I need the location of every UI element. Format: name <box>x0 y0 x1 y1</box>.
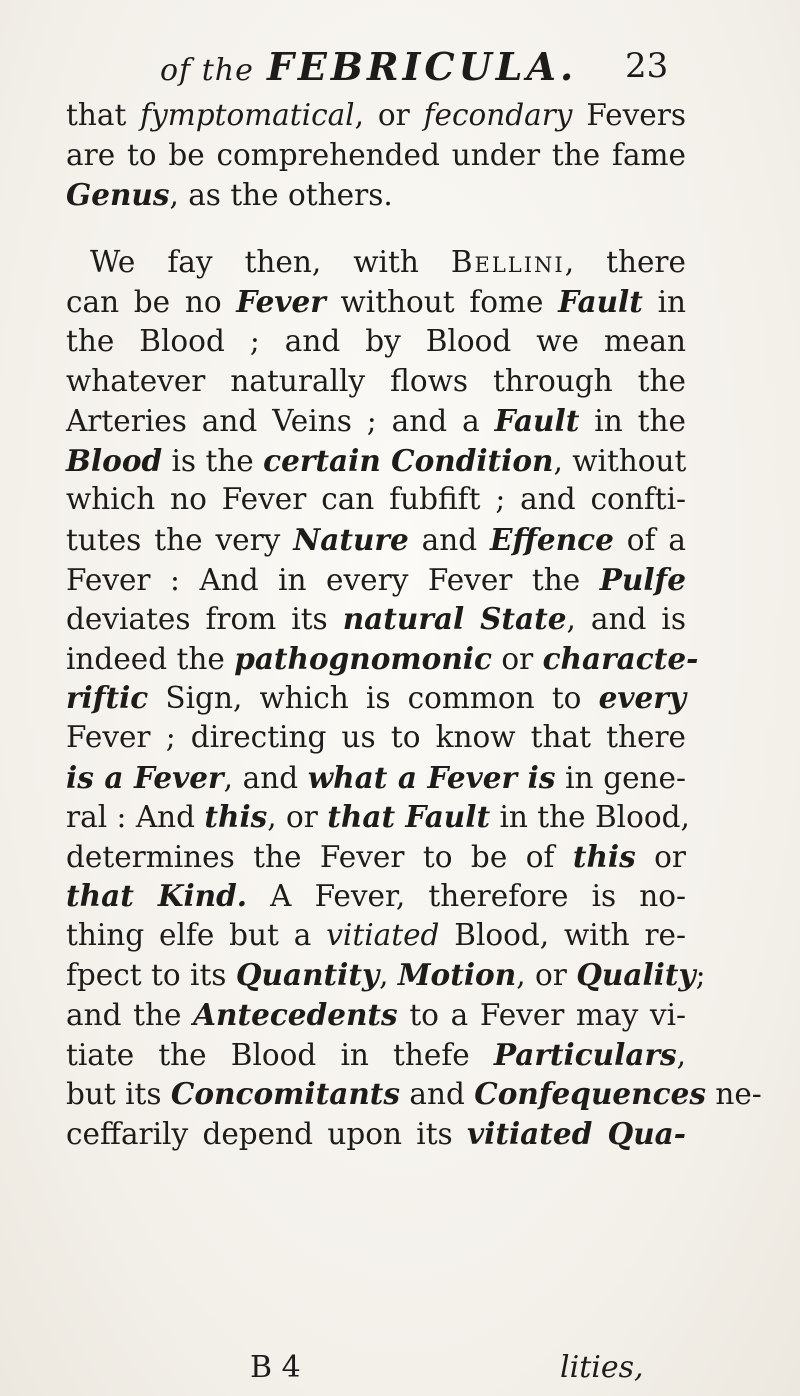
text-line <box>66 136 686 176</box>
text-run: in the <box>579 404 686 439</box>
text-run: the Blood ; and by Blood we mean <box>66 323 686 358</box>
text-run: , there <box>564 244 686 279</box>
text-run-italic: Fault <box>558 284 643 320</box>
page-number: 23 <box>625 46 669 86</box>
text-run: can be no <box>66 285 237 320</box>
text-run-italic: Antecedents <box>193 997 398 1033</box>
body-text <box>66 96 762 1153</box>
text-run: A Fever, therefore is no- <box>247 879 687 914</box>
text-line <box>66 955 706 995</box>
text-line <box>66 639 699 679</box>
text-run-italic: Effence <box>490 521 614 557</box>
text-run: tutes the very <box>66 522 294 557</box>
text-run: that <box>66 98 141 132</box>
text-run-italic: Fever <box>236 284 326 320</box>
text-run-italic: is a Fever <box>66 759 224 795</box>
text-run-italic: that Fault <box>327 799 491 835</box>
text-run-italic: Nature <box>293 521 409 557</box>
text-run-italic: this <box>204 799 268 835</box>
text-run-italic: that Kind. <box>66 878 248 914</box>
text-run-italic: fecondary <box>423 98 573 132</box>
text-run-italic: Particulars <box>493 1036 677 1072</box>
text-line <box>66 599 686 639</box>
running-head-prefix: of the <box>160 53 254 88</box>
text-run-italic: every <box>598 680 686 716</box>
text-run: in <box>642 285 687 320</box>
text-run: fpect to its <box>66 958 236 993</box>
text-run: Fever : And in every Fever the <box>66 562 600 597</box>
text-run: , or <box>354 98 424 132</box>
text-run: , or <box>267 800 328 835</box>
text-run: , and <box>223 760 308 795</box>
text-run: are to be comprehended under the fame <box>66 137 686 172</box>
text-line <box>66 520 686 560</box>
text-run: Blood, with re- <box>439 917 686 952</box>
text-line <box>66 797 690 837</box>
text-run: in gene- <box>555 760 686 795</box>
text-run-italic: Concomitants <box>170 1076 401 1112</box>
text-run: ceffarily depend upon its <box>66 1116 467 1151</box>
text-run-italic: Pulfe <box>599 561 686 597</box>
text-run: deviates from its <box>66 602 343 637</box>
text-line <box>66 401 686 441</box>
text-line <box>66 362 686 402</box>
text-run: determines the Fever to be of <box>66 839 573 874</box>
text-run: ral : And <box>66 800 205 835</box>
text-line <box>66 1035 686 1075</box>
signature-mark: B 4 <box>250 1350 301 1385</box>
page-header <box>0 44 800 94</box>
text-run-smallcaps: Bellini <box>450 244 565 279</box>
text-run-italic: Quantity <box>235 957 380 993</box>
text-run: whatever naturally flows through the <box>66 363 686 398</box>
text-line <box>66 480 686 520</box>
text-line <box>66 1074 762 1114</box>
text-run: , <box>379 958 398 993</box>
text-run: We <box>90 244 136 279</box>
text-run: thing elfe but a <box>66 917 327 952</box>
text-run-italic: vitiated <box>326 917 440 952</box>
text-run: but its <box>66 1077 171 1112</box>
text-run: or <box>491 641 543 676</box>
running-head-title: FEBRICULA. <box>266 44 578 89</box>
text-line <box>66 876 686 916</box>
text-line <box>66 282 686 322</box>
catchword: lities, <box>560 1350 644 1385</box>
text-line <box>66 678 686 718</box>
text-run-italic: Blood <box>66 442 163 478</box>
text-line <box>66 1114 686 1154</box>
text-line <box>66 837 686 877</box>
text-run-italic: what a Fever is <box>307 759 556 795</box>
text-run: without fome <box>325 285 559 320</box>
text-run: , as the others. <box>169 178 393 213</box>
text-run: is the <box>162 443 264 478</box>
text-line <box>66 718 686 758</box>
text-line <box>66 441 686 481</box>
text-run-italic: Genus <box>66 177 170 213</box>
text-run: , and is <box>566 602 686 637</box>
text-run: to a Fever may vi- <box>397 998 686 1033</box>
text-run: which no Fever can fubfift ; and confti- <box>66 482 686 517</box>
text-run-italic: fymptomatical <box>140 98 355 132</box>
text-run-italic: this <box>572 838 636 874</box>
text-line <box>66 758 686 798</box>
text-run: ne- <box>705 1077 762 1112</box>
running-head <box>160 44 577 89</box>
text-run-italic: Fault <box>494 403 580 439</box>
text-line <box>66 995 686 1035</box>
text-run-italic: Motion <box>397 957 517 993</box>
text-run: , without <box>553 443 687 478</box>
text-line <box>66 560 686 600</box>
text-run: of a <box>613 522 686 557</box>
text-run: Fever ; directing us to know that there <box>66 719 686 754</box>
text-run-italic: characte- <box>542 640 699 676</box>
text-run: and <box>400 1077 475 1112</box>
text-run-italic: natural State <box>342 601 567 637</box>
text-run: indeed the <box>66 641 235 676</box>
text-run: tiate the Blood in thefe <box>66 1037 494 1072</box>
page-footer <box>0 1350 800 1394</box>
text-run-italic: Confequences <box>474 1076 706 1112</box>
text-line <box>66 916 686 956</box>
text-run: , <box>676 1037 686 1072</box>
text-run: , or <box>516 958 577 993</box>
text-run: ; <box>695 958 706 993</box>
text-line <box>66 175 686 215</box>
text-run: or <box>635 839 686 874</box>
text-run: Fevers <box>572 98 686 132</box>
text-line <box>66 96 686 136</box>
text-line <box>66 322 686 362</box>
text-line <box>66 243 686 283</box>
text-run: fay then, with <box>135 244 451 279</box>
text-run: and <box>408 522 491 557</box>
text-run-italic: riftic <box>66 680 149 716</box>
text-run: Sign, which is common to <box>148 681 599 716</box>
text-run: and the <box>66 998 194 1033</box>
text-run-italic: Quality <box>576 957 696 993</box>
text-run-italic: certain Condition <box>263 442 554 478</box>
text-run-italic: vitiated Qua- <box>467 1115 687 1151</box>
text-run: in the Blood, <box>490 800 690 835</box>
text-run-italic: pathognomonic <box>234 640 492 676</box>
text-run: Arteries and Veins ; and a <box>66 404 495 439</box>
